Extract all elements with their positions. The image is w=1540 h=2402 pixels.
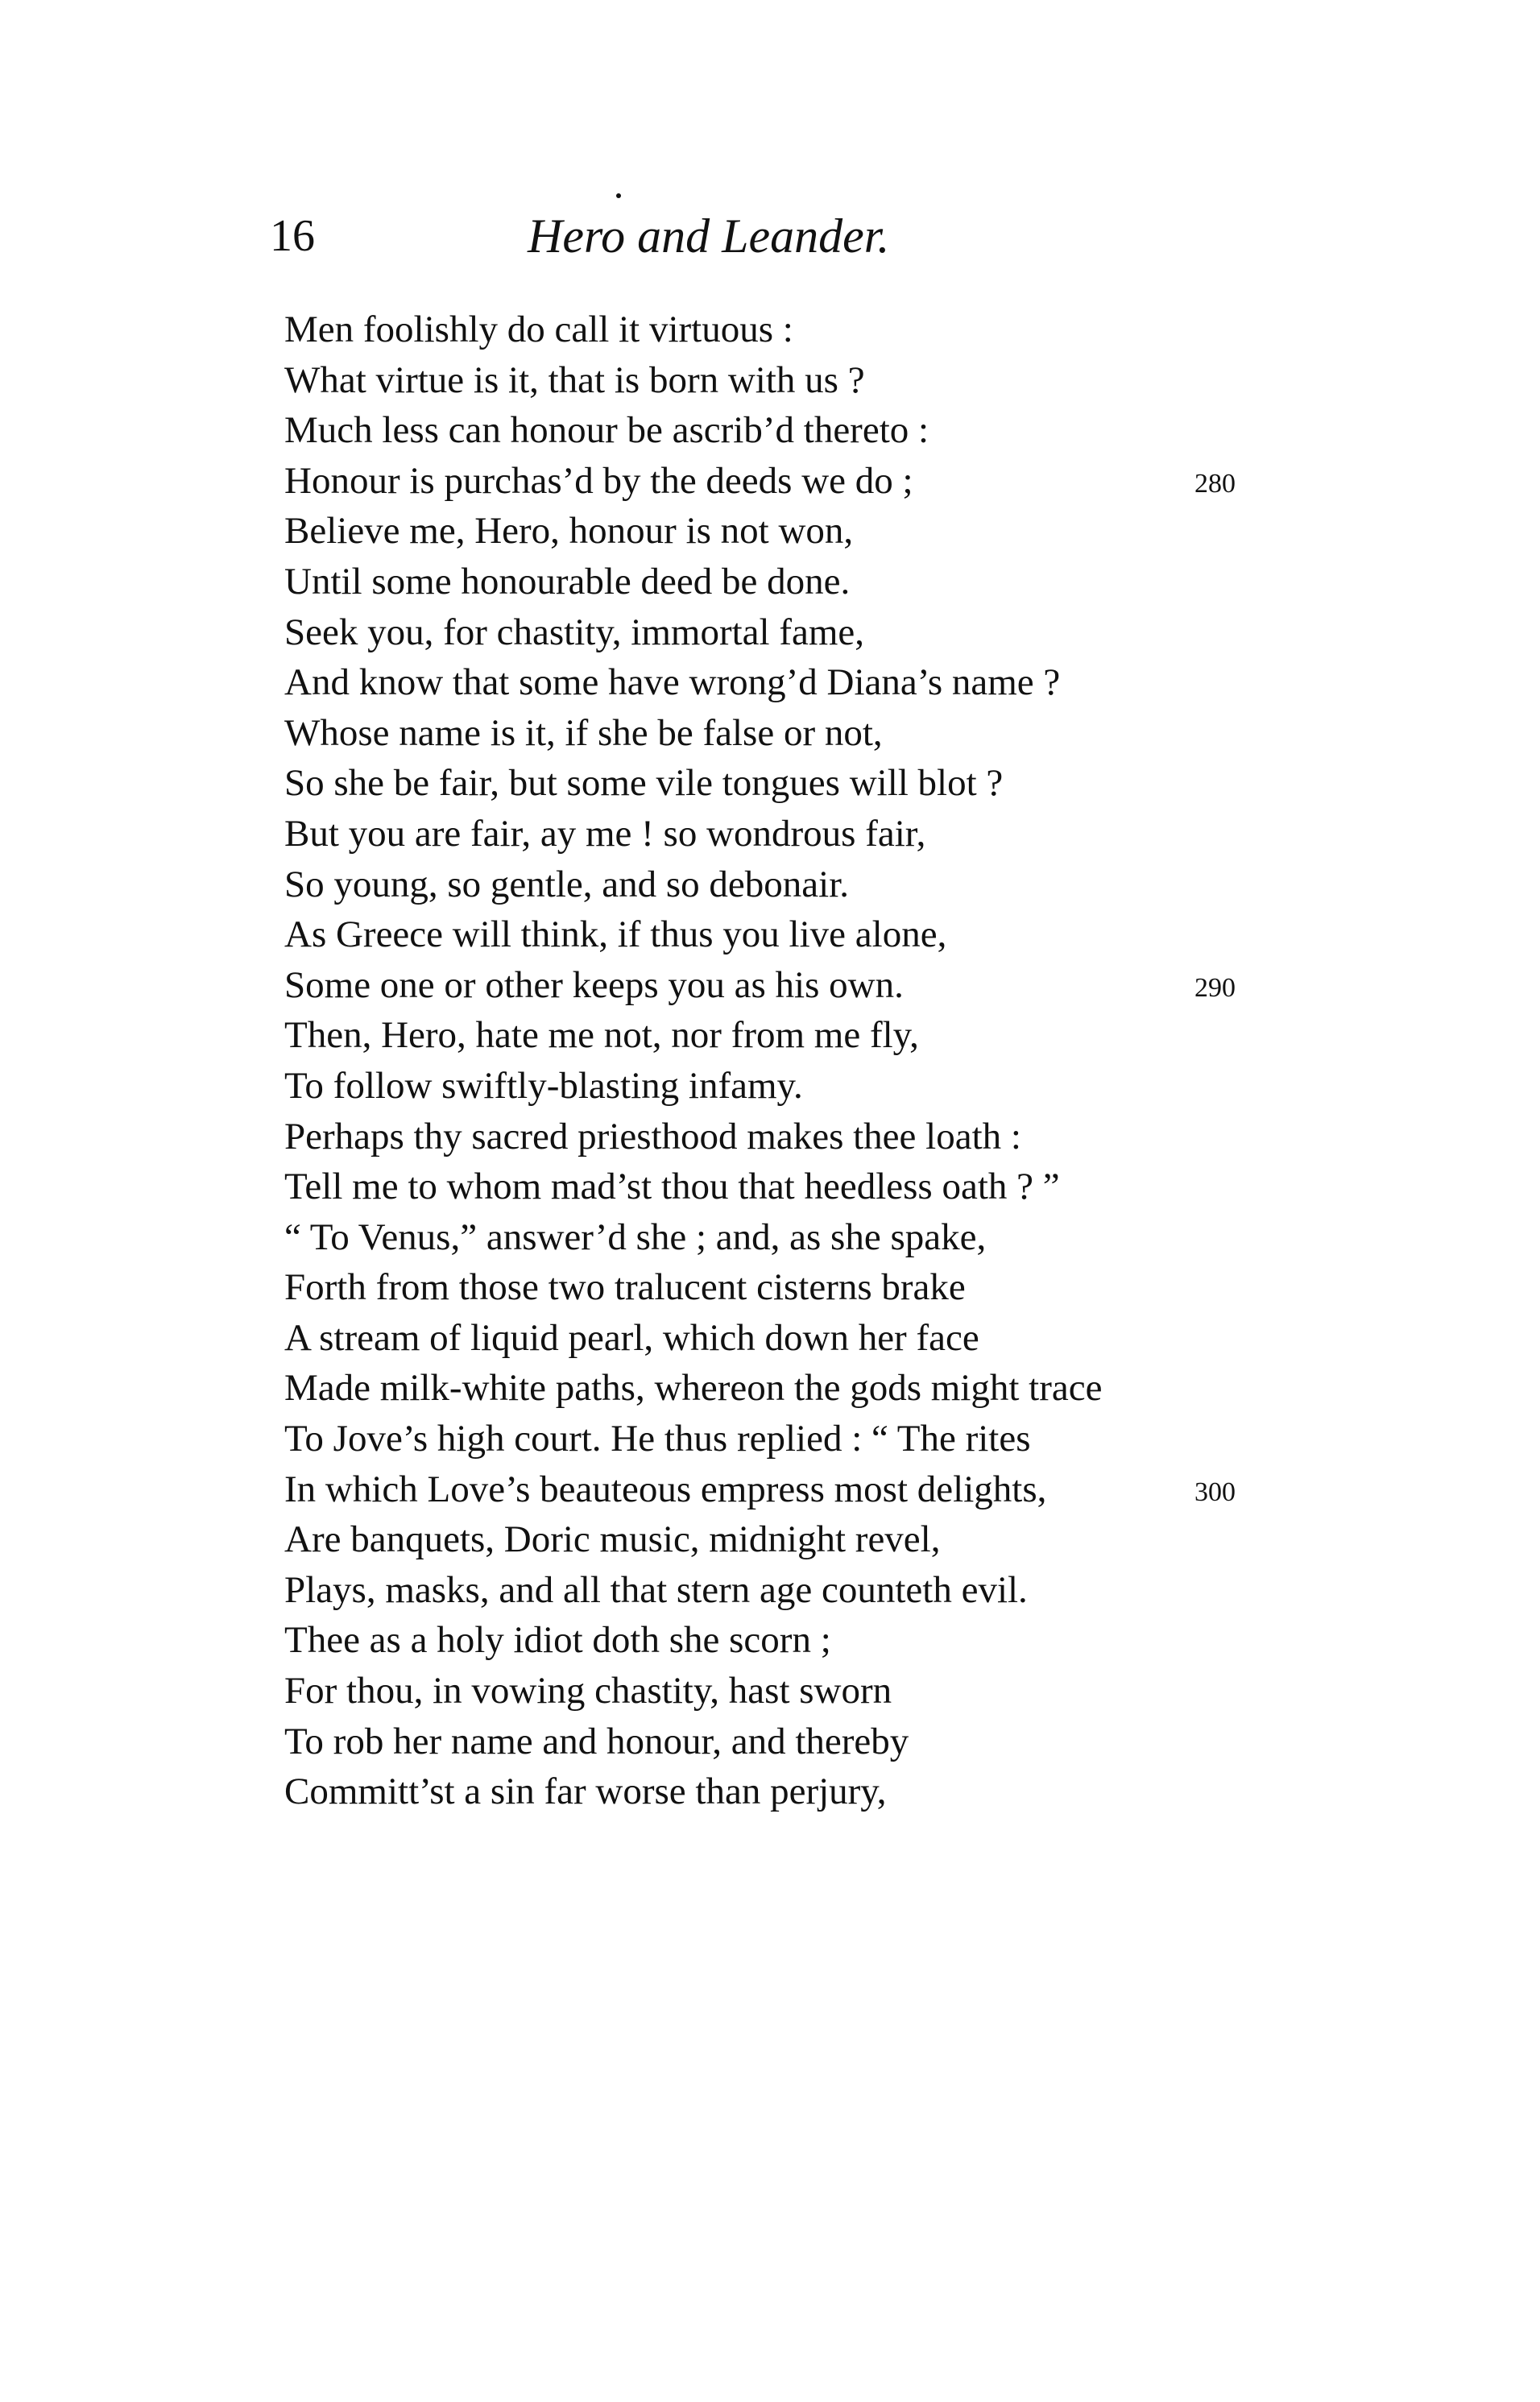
running-title: Hero and Leander. bbox=[528, 209, 890, 263]
poem-line-text: And know that some have wrong’d Diana’s name ? bbox=[284, 661, 1061, 704]
poem-line-text: Much less can honour be ascrib’d thereto : bbox=[284, 409, 929, 452]
poem-line bbox=[284, 304, 1331, 355]
poem-line-text: Made milk-white paths, whereon the gods might trace bbox=[284, 1367, 1103, 1410]
poem-line-text: Forth from those two tralucent cisterns brake bbox=[284, 1266, 966, 1309]
page-number: 16 bbox=[270, 211, 315, 261]
poem-line bbox=[284, 456, 1331, 507]
poem-line bbox=[284, 1363, 1331, 1414]
poem-line-text: For thou, in vowing chastity, hast sworn bbox=[284, 1670, 892, 1712]
poem-line-text: Tell me to whom mad’st thou that heedless oath ? ” bbox=[284, 1166, 1060, 1208]
poem-line bbox=[284, 809, 1331, 859]
line-number: 300 bbox=[1194, 1476, 1236, 1507]
poem-line-text: Perhaps thy sacred priesthood makes thee loath : bbox=[284, 1115, 1021, 1158]
poem-line-text: To follow swiftly-blasting infamy. bbox=[284, 1064, 803, 1107]
poem-line-text: Believe me, Hero, honour is not won, bbox=[284, 510, 854, 553]
poem-line bbox=[284, 1112, 1331, 1162]
poem-line bbox=[284, 1414, 1331, 1464]
poem-line bbox=[284, 1010, 1331, 1061]
poem-line-text: Some one or other keeps you as his own. bbox=[284, 963, 904, 1006]
poem-line-text: Thee as a holy idiot doth she scorn ; bbox=[284, 1619, 831, 1662]
poem-line-text: Honour is purchas’d by the deeds we do ; bbox=[284, 459, 913, 502]
poem-line-text: Plays, masks, and all that stern age counteth evil. bbox=[284, 1568, 1028, 1611]
poem-line-text: “ To Venus,” answer’d she ; and, as she spake, bbox=[284, 1215, 987, 1258]
line-number: 290 bbox=[1194, 972, 1236, 1003]
poem-line bbox=[284, 1717, 1331, 1767]
poem-line bbox=[284, 859, 1331, 910]
poem-line bbox=[284, 1313, 1331, 1364]
poem-line-text: In which Love’s beauteous empress most delights, bbox=[284, 1468, 1047, 1510]
poem-line-text: So she be fair, but some vile tongues will blot ? bbox=[284, 762, 1004, 805]
poem-line-text: Whose name is it, if she be false or not, bbox=[284, 711, 883, 754]
poem-line bbox=[284, 657, 1331, 708]
poem-line bbox=[284, 708, 1331, 759]
poem-line bbox=[284, 607, 1331, 658]
poem-line bbox=[284, 1615, 1331, 1666]
ink-speck bbox=[616, 193, 621, 198]
poem-line bbox=[284, 1766, 1331, 1817]
poem-line bbox=[284, 1262, 1331, 1313]
poem-line-text: Seek you, for chastity, immortal fame, bbox=[284, 611, 865, 653]
poem-line-text: As Greece will think, if thus you live alone, bbox=[284, 913, 947, 956]
poem-line-text: Are banquets, Doric music, midnight revel, bbox=[284, 1518, 941, 1561]
poem-line-text: So young, so gentle, and so debonair. bbox=[284, 863, 850, 905]
poem-text-block bbox=[284, 304, 1331, 1817]
poem-line bbox=[284, 1565, 1331, 1616]
poem-line-text: A stream of liquid pearl, which down her face bbox=[284, 1316, 979, 1359]
poem-line-text: Men foolishly do call it virtuous : bbox=[284, 309, 793, 350]
poem-line bbox=[284, 960, 1331, 1011]
poem-line bbox=[284, 909, 1331, 960]
poem-line-text: To Jove’s high court. He thus replied : “ The rites bbox=[284, 1418, 1031, 1460]
poem-line bbox=[284, 1514, 1331, 1565]
poem-line-text: Committ’st a sin far worse than perjury, bbox=[284, 1770, 887, 1813]
poem-line bbox=[284, 405, 1331, 456]
line-number: 280 bbox=[1194, 468, 1236, 499]
poem-line bbox=[284, 557, 1331, 607]
poem-line bbox=[284, 1061, 1331, 1112]
poem-line-text: Then, Hero, hate me not, nor from me fly, bbox=[284, 1014, 919, 1057]
poem-line bbox=[284, 758, 1331, 809]
poem-line-text: Until some honourable deed be done. bbox=[284, 560, 851, 603]
poem-line-text: What virtue is it, that is born with us ? bbox=[284, 358, 865, 401]
poem-line-text: But you are fair, ay me ! so wondrous fair, bbox=[284, 812, 926, 855]
poem-line bbox=[284, 506, 1331, 557]
poem-line-text: To rob her name and honour, and thereby bbox=[284, 1720, 909, 1762]
poem-line bbox=[284, 1666, 1331, 1717]
poem-line bbox=[284, 1162, 1331, 1212]
poem-line bbox=[284, 355, 1331, 406]
poem-line bbox=[284, 1464, 1331, 1515]
poem-line bbox=[284, 1212, 1331, 1263]
